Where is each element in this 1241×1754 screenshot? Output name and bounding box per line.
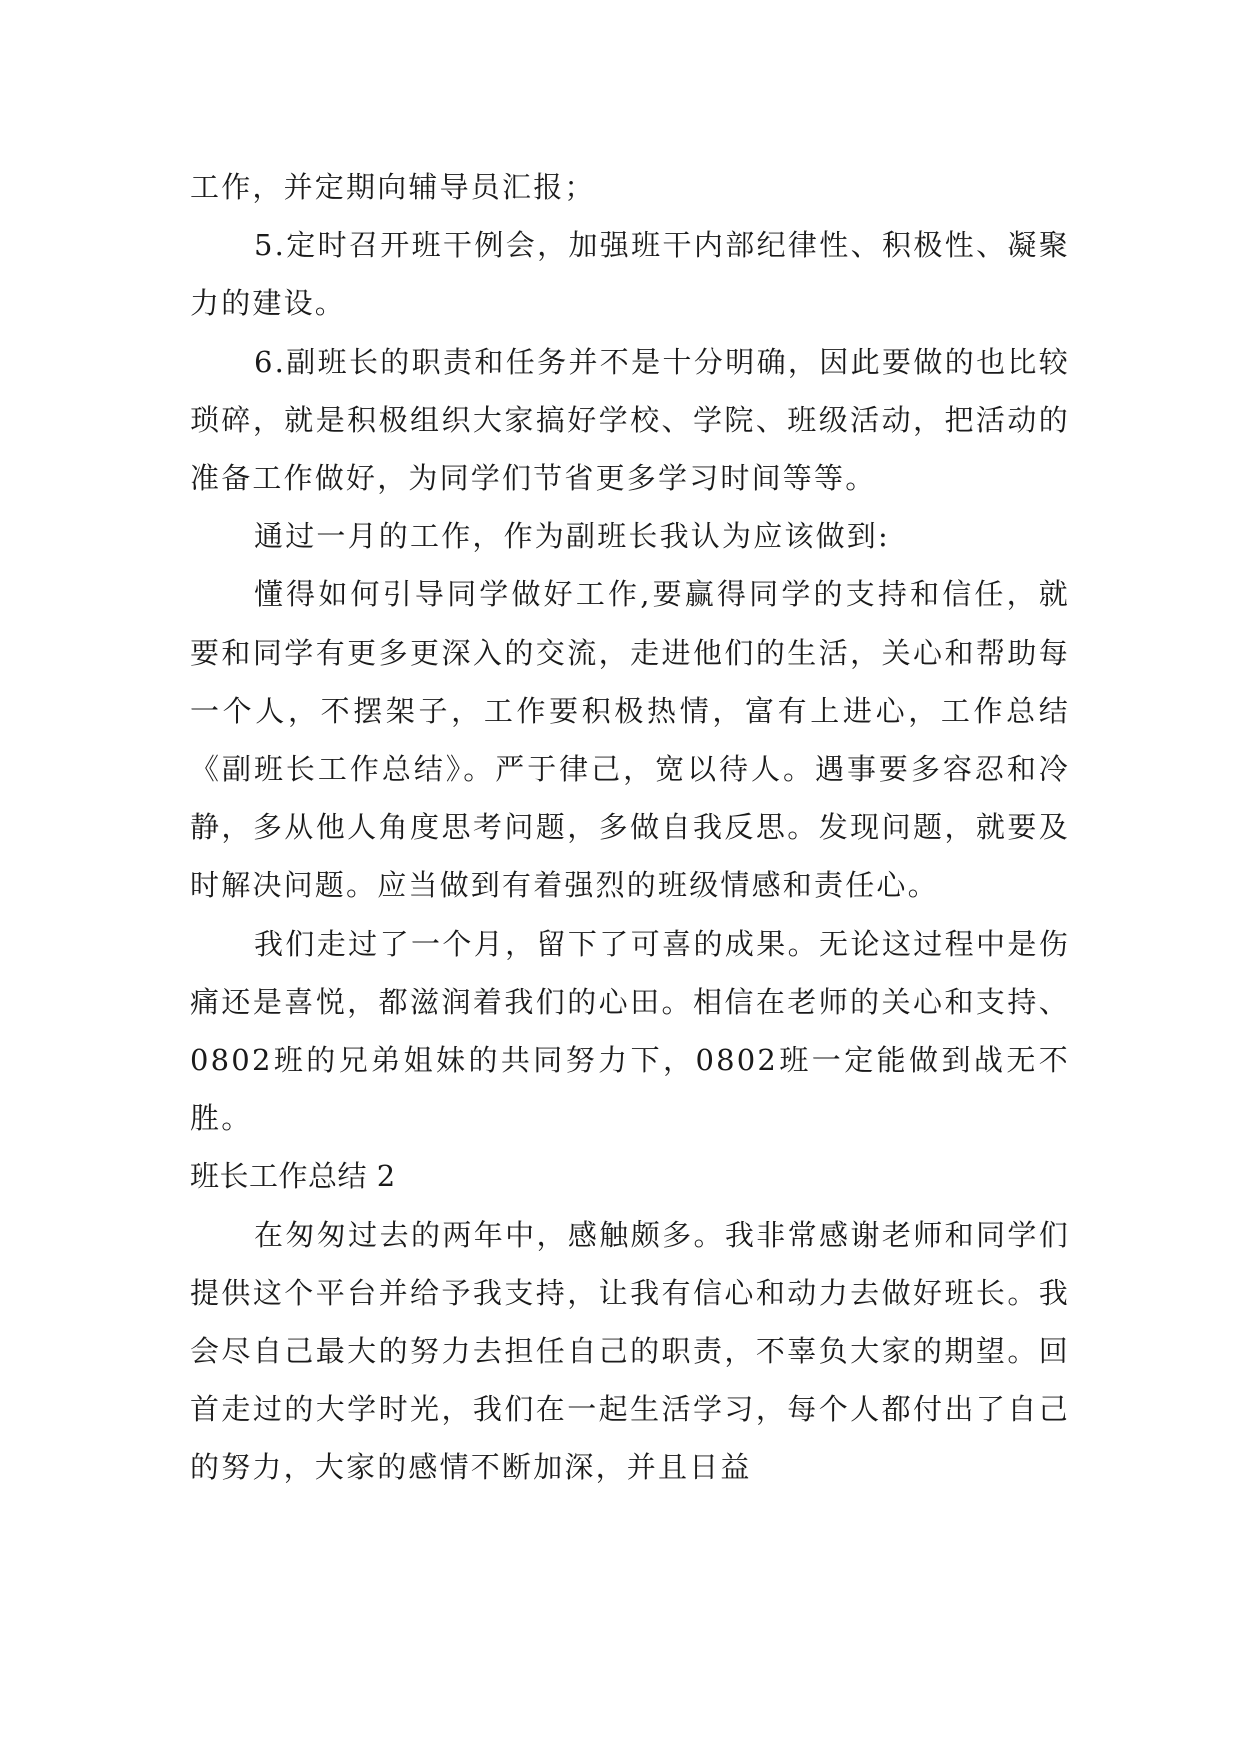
paragraph-conclusion: 我们走过了一个月，留下了可喜的成果。无论这过程中是伤痛还是喜悦，都滋润着我们的心田。相信在老师的关心和支持、0802班的兄弟姐妹的共同努力下，0802班一定能做到战无不胜。 xyxy=(190,926,1070,1136)
paragraph-item-5: 5.定时召开班干例会，加强班干内部纪律性、积极性、凝聚力的建设。 xyxy=(190,228,1070,321)
section-heading: 班长工作总结 2 xyxy=(190,1159,396,1194)
paragraph-guidance: 懂得如何引导同学做好工作,要赢得同学的支持和信任，就要和同学有更多更深入的交流，走进他们的生活，关心和帮助每一个人，不摆架子，工作要积极热情，富有上进心，工作总结《副班长工作总结》。严于律己，宽以待人。遇事要多容忍和冷静，多从他人角度思考问题，多做自我反思。发现问题，就要及时解决问题。应当做到有着强烈的班级情感和责任心。 xyxy=(190,577,1070,903)
paragraph-summary-intro: 通过一月的工作，作为副班长我认为应该做到: xyxy=(254,519,890,554)
paragraph-continuation: 工作，并定期向辅导员汇报； xyxy=(190,170,596,204)
paragraph-item-6: 6.副班长的职责和任务并不是十分明确，因此要做的也比较琐碎，就是积极组织大家搞好学校、学院、班级活动，把活动的准备工作做好，为同学们节省更多学习时间等等。 xyxy=(190,344,1070,496)
paragraph-section-2-intro: 在匆匆过去的两年中，感触颇多。我非常感谢老师和同学们提供这个平台并给予我支持，让我有信心和动力去做好班长。我会尽自己最大的努力去担任自己的职责，不辜负大家的期望。回首走过的大学时光，我们在一起生活学习，每个人都付出了自己的努力，大家的感情不断加深，并且日益 xyxy=(190,1217,1070,1485)
document-body xyxy=(190,158,1070,1497)
